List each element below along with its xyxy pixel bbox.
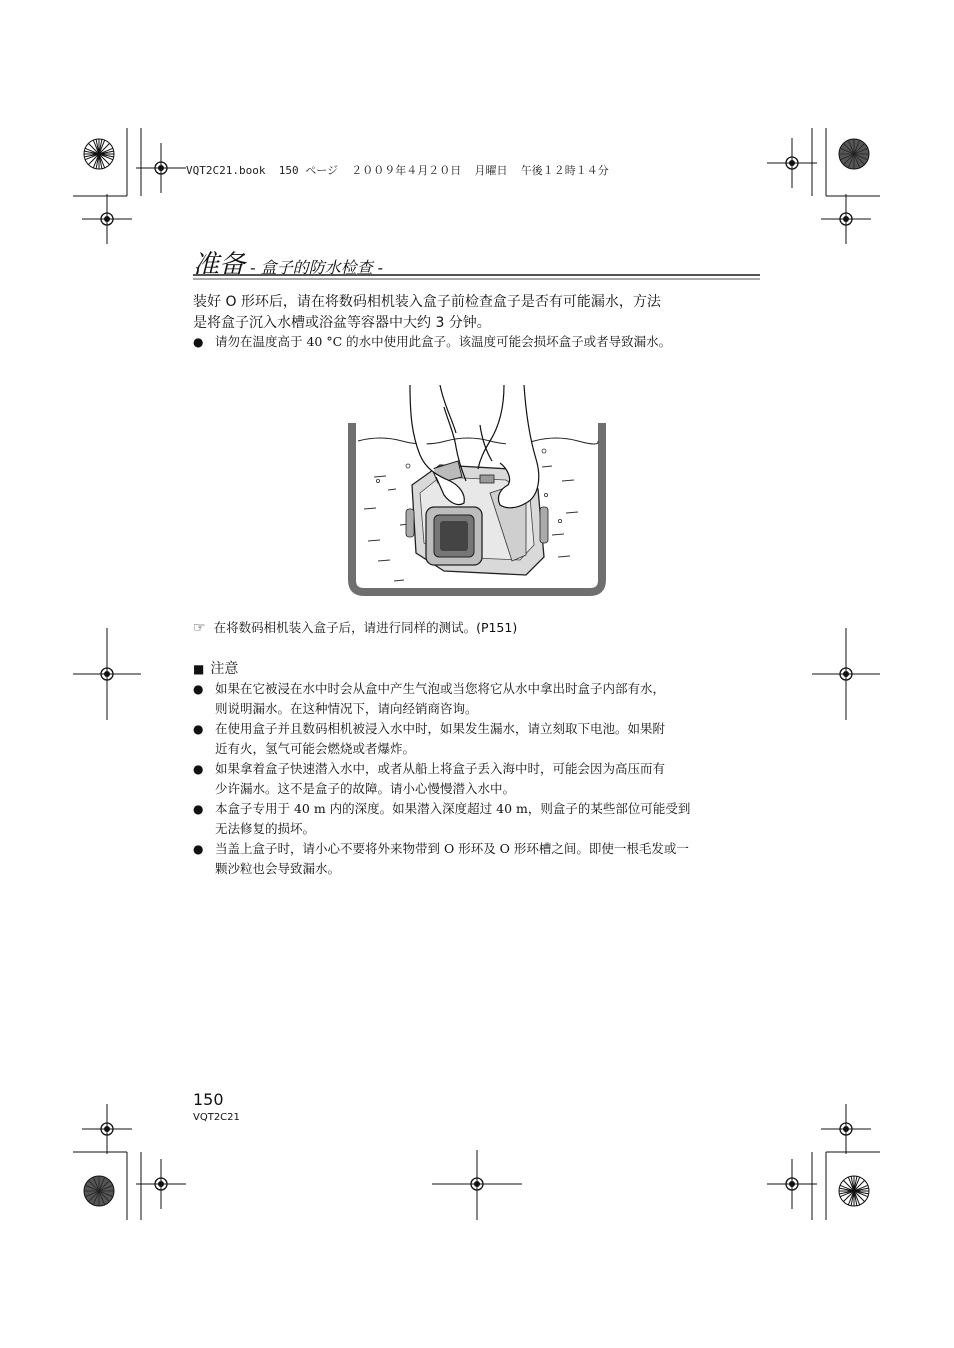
bullet-icon: ●: [193, 842, 204, 856]
section-subtitle: - 盒子的防水检查 -: [245, 258, 384, 277]
reference-text: 在将数码相机装入盒子后，请进行同样的测试。(P151): [213, 620, 518, 635]
note-line: 颗沙粒也会导致漏水。: [215, 861, 341, 876]
crosshair-icon: [136, 143, 186, 193]
tank-test-illustration: [340, 385, 610, 600]
note-line: 则说明漏水。在这种情况下，请向经销商咨询。: [215, 701, 478, 716]
page-number: 150: [193, 1090, 224, 1109]
note-line: 如果拿着盒子快速潜入水中，或者从船上将盒子丢入海中时，可能会因为高压而有: [215, 761, 666, 776]
header-time: 午後１２時１４分: [520, 164, 609, 177]
note-line: 少许漏水。这不是盒子的故障。请小心慢慢潜入水中。: [215, 781, 516, 796]
title-rule: [193, 274, 760, 280]
note-line: 本盒子专用于 40 m 内的深度。如果潜入深度超过 40 m，则盒子的某些部位可能受到: [215, 801, 691, 816]
star-target-icon: [839, 1176, 869, 1206]
note-line: 在使用盒子并且数码相机被浸入水中时，如果发生漏水，请立刻取下电池。如果附: [215, 721, 666, 736]
note-line: 无法修复的损坏。: [215, 821, 316, 836]
header-weekday: 月曜日: [474, 164, 508, 177]
document-code: VQT2C21: [193, 1112, 240, 1123]
notes-heading-text: 注意: [210, 661, 239, 677]
header-date: ２００９年４月２０日: [351, 164, 462, 177]
reference-line: [193, 618, 517, 636]
notes-heading: [193, 658, 238, 678]
dark-target-icon: [839, 139, 869, 169]
crosshair-icon: [767, 138, 817, 188]
note-line: 如果在它被浸在水中时会从盒中产生气泡或当您将它从水中拿出时盒子内部有水，: [215, 681, 666, 696]
bullet-icon: ●: [193, 762, 204, 776]
note-line: 当盖上盒子时，请小心不要将外来物带到 O 形环及 O 形环槽之间。即使一根毛发或一: [215, 841, 689, 856]
header-page: 150: [278, 164, 299, 177]
section-title: 准备: [193, 250, 246, 280]
intro-paragraph: [193, 292, 768, 334]
intro-line-2: 是将盒子沉入水槽或浴盆等容器中大约 3 分钟。: [193, 315, 491, 331]
bullet-icon: ●: [193, 335, 204, 349]
header-file: VQT2C21.book: [186, 164, 266, 177]
dark-target-icon: [84, 1176, 114, 1206]
crosshair-icon: [821, 194, 871, 244]
pointing-hand-icon: ☞: [193, 620, 206, 636]
bullet-icon: ●: [193, 722, 204, 736]
square-bullet-icon: ■: [193, 662, 205, 676]
print-header: [186, 162, 609, 178]
bullet-icon: ●: [193, 802, 204, 816]
warning-text: 请勿在温度高于 40 °C 的水中使用此盒子。该温度可能会损坏盒子或者导致漏水。: [215, 334, 672, 349]
crosshair-icon: [82, 194, 132, 244]
crosshair-icon: [821, 1104, 871, 1154]
water-surface: [358, 438, 598, 444]
bullet-icon: ●: [193, 682, 204, 696]
crosshair-icon: [767, 1159, 817, 1209]
crosshair-icon: [136, 1159, 186, 1209]
star-target-icon: [84, 139, 114, 169]
header-page-label: ページ: [305, 164, 339, 177]
intro-line-1: 装好 O 形环后，请在将数码相机装入盒子前检查盒子是否有可能漏水，方法: [193, 294, 661, 310]
crosshair-icon: [82, 1104, 132, 1154]
note-line: 近有火，氢气可能会燃烧或者爆炸。: [215, 741, 416, 756]
